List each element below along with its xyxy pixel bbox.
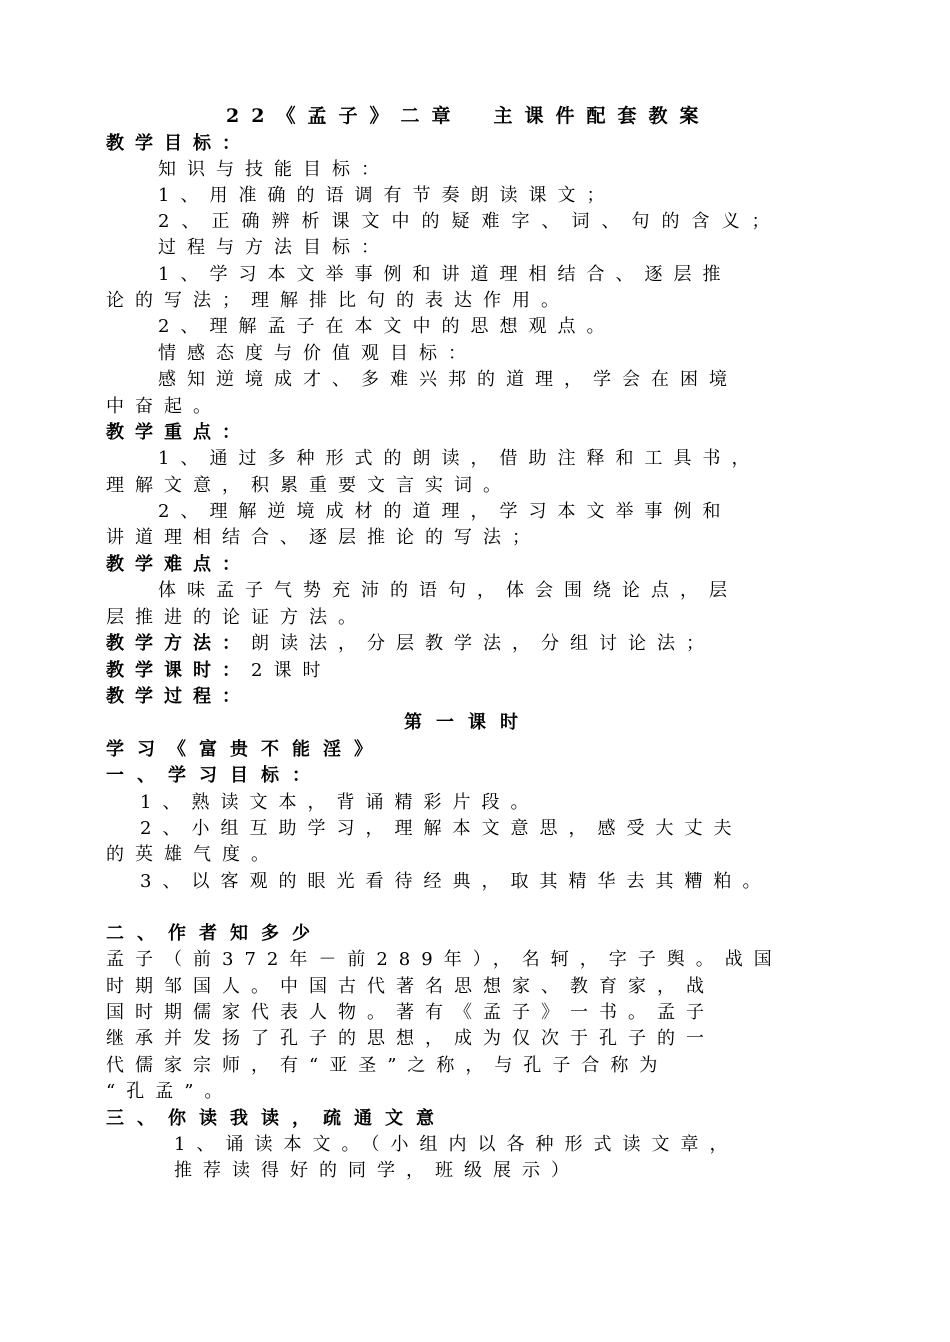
lesson-1-study-title: 学习《富贵不能淫》 [106, 739, 385, 760]
knowledge-item-2: 2、正确辨析课文中的疑难字、词、句的含义； [158, 211, 782, 232]
emotion-heading: 情感态度与价值观目标： [158, 343, 477, 364]
author-line-5: 代儒家宗师，有“亚圣”之称，与孔子合称为 [106, 1055, 669, 1076]
hours-value: 2课时 [251, 660, 332, 681]
difficulty-line-1: 体味孟子气势充沛的语句，体会围绕论点，层 [158, 580, 738, 601]
section-1-item-3: 3、以客观的眼光看待经典，取其精华去其糟粕。 [140, 871, 772, 892]
section-1-item-2-line-2: 的英雄气度。 [106, 844, 280, 865]
key-point-1-line-2: 理解文意，积累重要文言实词。 [106, 475, 512, 496]
author-line-3: 国时期儒家代表人物。著有《孟子》一书。孟子 [106, 1002, 715, 1023]
methods-row [106, 632, 715, 656]
section-3-item-1-line-2: 推荐读得好的同学，班级展示） [174, 1160, 580, 1181]
section-3-item-1-line-1: 1、诵读本文。（小组内以各种形式读文章， [174, 1134, 739, 1155]
key-point-2-line-1: 2、理解逆境成材的道理，学习本文举事例和 [158, 501, 732, 522]
section-1-heading: 一、学习目标： [106, 765, 323, 786]
process-method-heading: 过程与方法目标： [158, 237, 390, 258]
process-heading: 教学过程： [106, 686, 251, 707]
process-item-2: 2、理解孟子在本文中的思想观点。 [158, 316, 616, 337]
section-3-heading: 三、你读我读，疏通文意 [106, 1108, 447, 1129]
key-point-1-line-1: 1、通过多种形式的朗读，借助注释和工具书， [158, 448, 761, 469]
key-point-2-line-2: 讲道理相结合、逐层推论的写法； [106, 527, 541, 548]
methods-value: 朗读法，分层教学法，分组讨论法； [251, 633, 715, 654]
section-1-item-1: 1、熟读文本，背诵精彩片段。 [140, 792, 540, 813]
process-item-1-line-1: 1、学习本文举事例和讲道理相结合、逐层推 [158, 264, 732, 285]
emotion-item-line-1: 感知逆境成才、多难兴邦的道理，学会在困境 [158, 369, 738, 390]
knowledge-heading: 知识与技能目标： [158, 159, 390, 180]
process-item-1-line-2: 论的写法；理解排比句的表达作用。 [106, 290, 570, 311]
emotion-item-line-2: 中奋起。 [106, 396, 222, 417]
lesson-1-heading: 第一课时 [404, 712, 532, 733]
hours-heading: 教学课时： [106, 660, 251, 681]
section-2-heading: 二、作者知多少 [106, 923, 323, 944]
difficulties-heading: 教学难点： [106, 554, 251, 575]
difficulty-line-2: 层推进的论证方法。 [106, 607, 367, 628]
author-line-1: 孟子（前372年－前289年），名轲，字子舆。战国 [106, 949, 783, 970]
objectives-heading: 教学目标： [106, 133, 251, 154]
key-points-heading: 教学重点： [106, 422, 251, 443]
document-title: 22《孟子》二章 主课件配套教案 [226, 105, 711, 127]
knowledge-item-1: 1、用准确的语调有节奏朗读课文； [158, 185, 616, 206]
hours-row [106, 659, 331, 683]
author-line-6: “孔孟”。 [106, 1081, 234, 1102]
author-line-4: 继承并发扬了孔子的思想，成为仅次于孔子的一 [106, 1028, 715, 1049]
methods-heading: 教学方法： [106, 633, 251, 654]
author-line-2: 时期邹国人。中国古代著名思想家、教育家，战 [106, 976, 715, 997]
section-1-item-2-line-1: 2、小组互助学习，理解本文意思，感受大丈夫 [140, 818, 743, 839]
